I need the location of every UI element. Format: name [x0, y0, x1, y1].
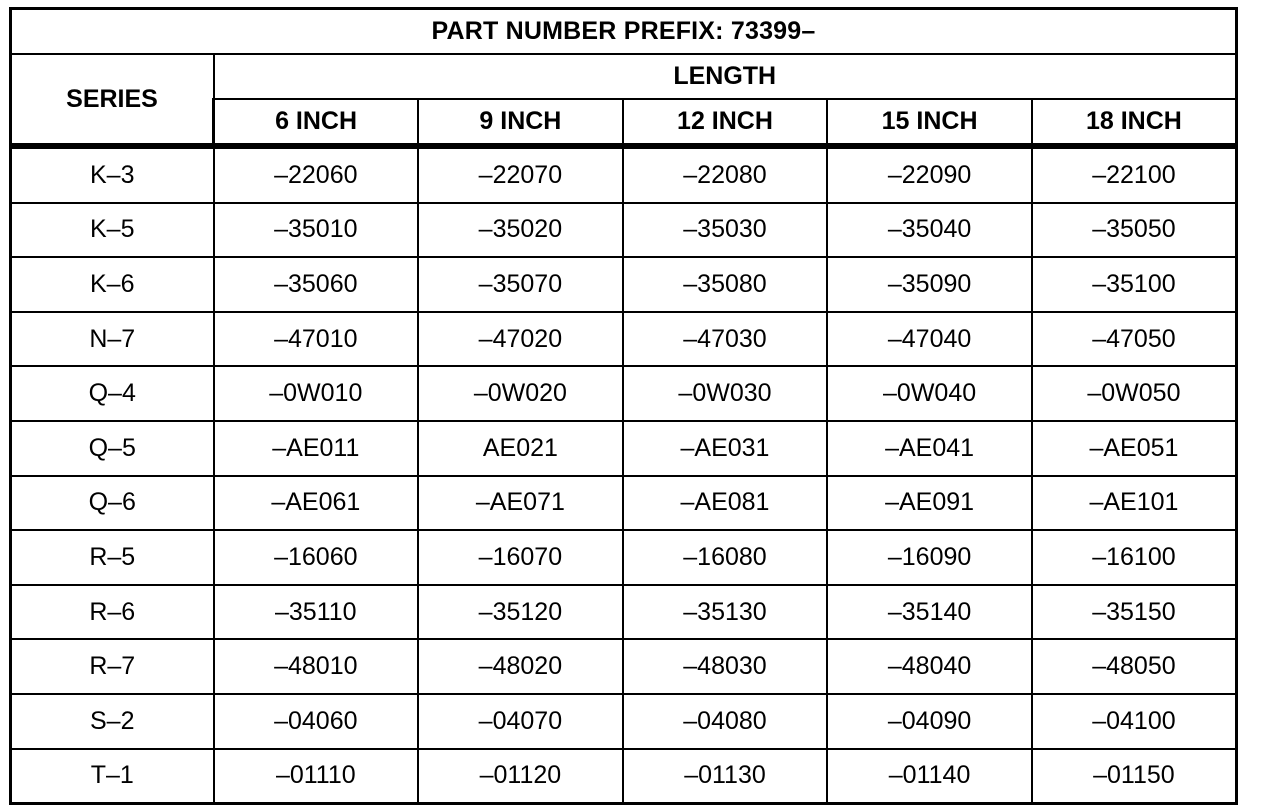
part-number-suffix-cell: –0W030	[623, 366, 828, 421]
table-body	[11, 146, 1237, 804]
part-number-suffix-cell: –22090	[827, 146, 1032, 203]
part-number-suffix-cell: –35040	[827, 203, 1032, 258]
series-cell: K–6	[11, 257, 214, 312]
length-column-header: 18 INCH	[1032, 99, 1237, 146]
part-number-suffix-cell: –AE051	[1032, 421, 1237, 476]
table-row	[11, 146, 1237, 203]
length-column-header: 12 INCH	[623, 99, 828, 146]
part-number-suffix-cell: –35130	[623, 585, 828, 640]
part-number-suffix-cell: –35120	[418, 585, 623, 640]
part-number-suffix-cell: –16070	[418, 530, 623, 585]
part-number-suffix-cell: –35100	[1032, 257, 1237, 312]
length-header-row	[11, 54, 1237, 99]
part-number-suffix-cell: –48030	[623, 639, 828, 694]
part-number-suffix-cell: –04100	[1032, 694, 1237, 749]
part-number-suffix-cell: –01110	[214, 749, 419, 804]
part-number-table	[9, 7, 1238, 805]
part-number-suffix-cell: AE021	[418, 421, 623, 476]
part-number-suffix-cell: –47050	[1032, 312, 1237, 367]
series-cell: Q–6	[11, 476, 214, 531]
part-number-suffix-cell: –AE011	[214, 421, 419, 476]
part-number-suffix-cell: –35090	[827, 257, 1032, 312]
part-number-suffix-cell: –35050	[1032, 203, 1237, 258]
part-number-suffix-cell: –48020	[418, 639, 623, 694]
part-number-suffix-cell: –16080	[623, 530, 828, 585]
length-column-header: 15 INCH	[827, 99, 1032, 146]
table-row	[11, 203, 1237, 258]
part-number-suffix-cell: –16100	[1032, 530, 1237, 585]
series-cell: Q–5	[11, 421, 214, 476]
part-number-suffix-cell: –16060	[214, 530, 419, 585]
table-row	[11, 421, 1237, 476]
series-cell: S–2	[11, 694, 214, 749]
series-cell: R–5	[11, 530, 214, 585]
series-cell: T–1	[11, 749, 214, 804]
part-number-suffix-cell: –04070	[418, 694, 623, 749]
length-column-header: 6 INCH	[214, 99, 419, 146]
table-row	[11, 257, 1237, 312]
part-number-suffix-cell: –0W040	[827, 366, 1032, 421]
part-number-suffix-cell: –48040	[827, 639, 1032, 694]
part-number-suffix-cell: –AE081	[623, 476, 828, 531]
part-number-suffix-cell: –22070	[418, 146, 623, 203]
part-number-suffix-cell: –35060	[214, 257, 419, 312]
part-number-suffix-cell: –48010	[214, 639, 419, 694]
length-column-header: 9 INCH	[418, 99, 623, 146]
part-number-prefix-title: PART NUMBER PREFIX: 73399–	[11, 9, 1237, 55]
part-number-suffix-cell: –04090	[827, 694, 1032, 749]
part-number-suffix-cell: –AE071	[418, 476, 623, 531]
part-number-suffix-cell: –0W010	[214, 366, 419, 421]
part-number-suffix-cell: –01120	[418, 749, 623, 804]
part-number-suffix-cell: –0W050	[1032, 366, 1237, 421]
series-cell: K–3	[11, 146, 214, 203]
part-number-suffix-cell: –47020	[418, 312, 623, 367]
length-group-header: LENGTH	[214, 54, 1237, 99]
part-number-suffix-cell: –AE031	[623, 421, 828, 476]
series-cell: Q–4	[11, 366, 214, 421]
part-number-suffix-cell: –AE091	[827, 476, 1032, 531]
table-row	[11, 749, 1237, 804]
part-number-suffix-cell: –AE041	[827, 421, 1032, 476]
part-number-suffix-cell: –48050	[1032, 639, 1237, 694]
part-number-suffix-cell: –35010	[214, 203, 419, 258]
table-row	[11, 366, 1237, 421]
part-number-suffix-cell: –01150	[1032, 749, 1237, 804]
series-cell: K–5	[11, 203, 214, 258]
series-cell: R–7	[11, 639, 214, 694]
part-number-suffix-cell: –47040	[827, 312, 1032, 367]
part-number-suffix-cell: –22100	[1032, 146, 1237, 203]
part-number-suffix-cell: –0W020	[418, 366, 623, 421]
part-number-suffix-cell: –35110	[214, 585, 419, 640]
part-number-suffix-cell: –AE061	[214, 476, 419, 531]
part-number-suffix-cell: –16090	[827, 530, 1032, 585]
part-number-suffix-cell: –22060	[214, 146, 419, 203]
part-number-suffix-cell: –35030	[623, 203, 828, 258]
series-cell: N–7	[11, 312, 214, 367]
table-row	[11, 530, 1237, 585]
part-number-suffix-cell: –01140	[827, 749, 1032, 804]
table-row	[11, 694, 1237, 749]
series-column-header: SERIES	[11, 54, 214, 146]
prefix-row	[11, 9, 1237, 55]
series-cell: R–6	[11, 585, 214, 640]
part-number-suffix-cell: –35070	[418, 257, 623, 312]
part-number-suffix-cell: –35150	[1032, 585, 1237, 640]
part-number-suffix-cell: –35140	[827, 585, 1032, 640]
table-row	[11, 585, 1237, 640]
part-number-suffix-cell: –47010	[214, 312, 419, 367]
part-number-suffix-cell: –47030	[623, 312, 828, 367]
part-number-suffix-cell: –AE101	[1032, 476, 1237, 531]
table-row	[11, 639, 1237, 694]
part-number-suffix-cell: –35020	[418, 203, 623, 258]
table-row	[11, 476, 1237, 531]
part-number-suffix-cell: –01130	[623, 749, 828, 804]
part-number-suffix-cell: –35080	[623, 257, 828, 312]
part-number-suffix-cell: –22080	[623, 146, 828, 203]
part-number-suffix-cell: –04080	[623, 694, 828, 749]
table-row	[11, 312, 1237, 367]
part-number-suffix-cell: –04060	[214, 694, 419, 749]
